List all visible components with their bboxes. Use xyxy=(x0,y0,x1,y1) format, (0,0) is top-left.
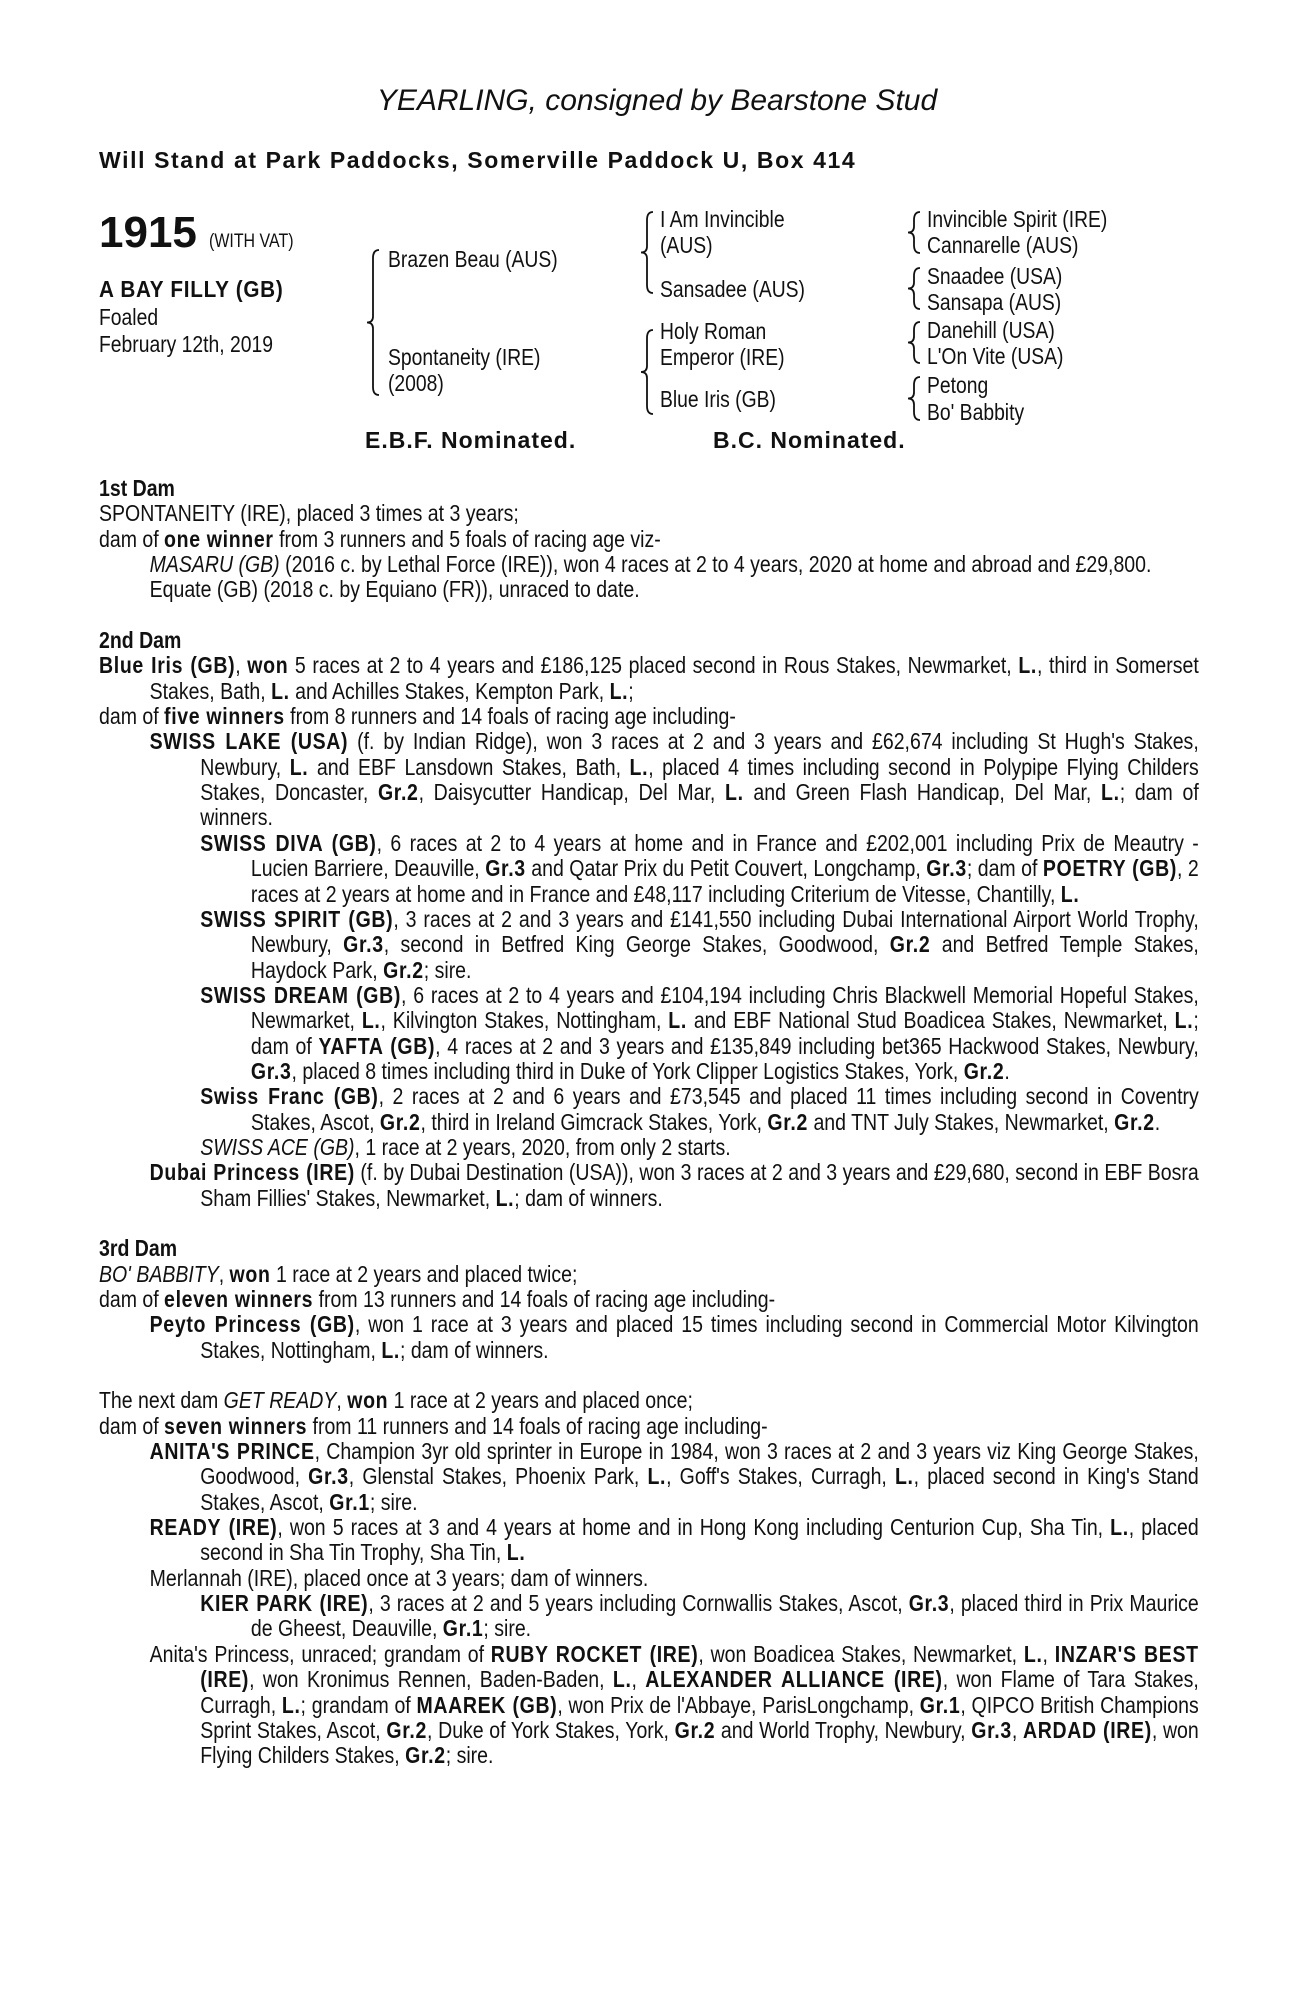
text-run: , placed second in King's Stand Stakes, Ascot, xyxy=(200,1463,1199,1515)
text-run: dam of xyxy=(99,1412,165,1439)
text-run: , 1 race at 2 years, 2020, from only 2 starts. xyxy=(354,1133,731,1160)
bold-text: Gr.2 xyxy=(767,1108,809,1135)
pedigree-paragraph xyxy=(99,729,1199,830)
section-heading: 2nd Dam xyxy=(99,627,182,654)
italic-text: SWISS ACE (GB) xyxy=(200,1133,355,1160)
bold-text: SWISS LAKE (USA) xyxy=(149,728,349,755)
bold-text: L. xyxy=(281,1691,301,1718)
dam-section xyxy=(99,628,1199,1211)
bold-text: L. xyxy=(361,1007,381,1034)
text-run: 5 races at 2 to 4 years and £186,125 placed second in Rous Stakes, Newmarket, xyxy=(288,652,1019,679)
pedigree-paragraph xyxy=(99,831,1199,907)
text-run: , xyxy=(631,1666,646,1693)
text-run: , Champion 3yr old sprinter in Europe in 1984, won 3 races at 2 and 3 years viz King George Stakes, Goodwood, xyxy=(200,1438,1199,1490)
bold-text: Gr.2 xyxy=(379,1108,421,1135)
text-run: The next dam xyxy=(99,1387,224,1414)
text-run: , Kilvington Stakes, Nottingham, xyxy=(380,1007,669,1034)
pedigree-dam-sire: Holy Roman xyxy=(660,318,767,344)
dam-section xyxy=(99,1388,1199,1768)
text-run: ; dam of winners. xyxy=(200,779,1199,831)
bold-text: ALEXANDER ALLIANCE (IRE) xyxy=(645,1666,943,1693)
pedigree-paragraph xyxy=(99,1262,1199,1287)
bold-text: L. xyxy=(271,677,290,704)
text-run: ; dam of xyxy=(966,855,1043,882)
text-run: , placed second in Sha Tin Trophy, Sha Tin, xyxy=(200,1514,1199,1566)
pedigree-brackets xyxy=(0,0,1314,460)
brace-icon xyxy=(908,212,920,253)
pedigree-paragraph xyxy=(99,1566,1199,1591)
bold-text: L. xyxy=(1101,779,1120,806)
text-run: and World Trophy, Newbury, xyxy=(715,1716,972,1743)
bold-text: L. xyxy=(1110,1514,1129,1541)
lot-description: A BAY FILLY (GB) xyxy=(99,276,284,302)
pedigree-dam: Spontaneity (IRE) xyxy=(388,344,541,370)
section-heading: 3rd Dam xyxy=(99,1235,178,1262)
bold-text: won xyxy=(247,652,289,679)
pedigree-grand: Snaadee (USA) xyxy=(927,263,1063,289)
bold-text: eleven winners xyxy=(164,1286,314,1312)
pedigree-grand: L'On Vite (USA) xyxy=(927,343,1064,369)
text-run: and EBF Lansdown Stakes, Bath, xyxy=(308,753,630,780)
bold-text: Swiss Franc (GB) xyxy=(200,1083,379,1110)
text-run: ; dam of winners. xyxy=(514,1184,663,1211)
text-run: , second in Betfred King George Stakes, Goodwood, xyxy=(383,931,890,958)
text-run: ; dam of xyxy=(250,1007,1199,1059)
bold-text: L. xyxy=(668,1007,687,1034)
pedigree-paragraph xyxy=(99,1591,1199,1642)
pedigree-paragraph xyxy=(99,1084,1199,1135)
pedigree-paragraph xyxy=(99,501,1199,526)
text-run: from 3 runners and 5 foals of racing age viz- xyxy=(273,525,661,552)
bold-text: Gr.3 xyxy=(908,1590,950,1617)
bold-text: Gr.2 xyxy=(386,1716,428,1743)
bold-text: won xyxy=(347,1387,389,1414)
text-run: , third in Ireland Gimcrack Stakes, York, xyxy=(420,1108,768,1135)
bold-text: Gr.2 xyxy=(405,1742,446,1769)
bold-text: INZAR'S BEST (IRE) xyxy=(200,1640,1199,1693)
text-run: , won Flying Childers Stakes, xyxy=(200,1716,1199,1769)
text-run: (f. by Dubai Destination (USA)), won 3 races at 2 and 3 years and £29,680, second in EBF Bosra Sham Fillies' Stakes, Newmarket, xyxy=(200,1159,1199,1211)
text-run: , 6 races at 2 to 4 years at home and in France and £202,001 including Prix de Meautry - Lucien Barriere, Deauville, xyxy=(250,829,1199,882)
pedigree-grand: Bo' Babbity xyxy=(927,399,1025,425)
italic-text: GET READY xyxy=(223,1387,337,1414)
text-run: , won 1 race at 3 years and placed 15 times including second in Commercial Motor Kilvington Stakes, Nottingham, xyxy=(200,1311,1199,1363)
text-run: from 11 runners and 14 foals of racing age including- xyxy=(307,1412,768,1439)
text-run: and EBF National Stud Boadicea Stakes, Newmarket, xyxy=(686,1007,1175,1034)
bold-text: Gr.3 xyxy=(926,855,967,882)
bold-text: Gr.1 xyxy=(442,1615,484,1642)
section-heading: 1st Dam xyxy=(99,475,175,501)
text-run: dam of xyxy=(99,525,165,552)
pedigree-paragraph xyxy=(99,1388,1199,1413)
text-run: , 6 races at 2 to 4 years and £104,194 including Chris Blackwell Memorial Hopeful Stakes, Newmarket, xyxy=(250,981,1199,1034)
bold-text: Gr.3 xyxy=(971,1716,1012,1743)
bold-text: L. xyxy=(647,1463,667,1490)
text-run: and TNT July Stakes, Newmarket, xyxy=(808,1108,1115,1135)
text-run: , placed third in Prix Maurice de Gheest, Deauville, xyxy=(250,1590,1199,1642)
bold-text: Gr.3 xyxy=(250,1057,292,1084)
pedigree-sire-dam: Sansadee (AUS) xyxy=(660,276,805,302)
italic-text: MASARU (GB) xyxy=(149,551,280,578)
lot-number: 1915 xyxy=(99,208,197,257)
text-run: 1 race at 2 years and placed twice; xyxy=(270,1260,578,1287)
bold-text: RUBY ROCKET (IRE) xyxy=(490,1640,699,1667)
bold-text: Peyto Princess (GB) xyxy=(149,1311,355,1338)
text-run: ; grandam of xyxy=(300,1691,417,1718)
pedigree-paragraph xyxy=(99,1160,1199,1211)
pedigree-grand: Petong xyxy=(927,372,989,398)
pedigree-sire-sire-suffix: (AUS) xyxy=(660,232,713,258)
bold-text: SWISS SPIRIT (GB) xyxy=(200,905,394,932)
bold-text: SWISS DREAM (GB) xyxy=(200,981,402,1008)
text-run: ; sire. xyxy=(483,1615,532,1642)
pedigree-paragraph xyxy=(99,1642,1199,1769)
pedigree-paragraph xyxy=(99,1439,1199,1515)
brace-icon xyxy=(641,330,653,414)
dam-section xyxy=(99,476,1199,603)
text-run: , won 5 races at 3 and 4 years at home and in Hong Kong including Centurion Cup, Sha Tin, xyxy=(277,1514,1111,1541)
bold-text: L. xyxy=(1174,1007,1194,1034)
pedigree-paragraph xyxy=(99,983,1199,1084)
bold-text: L. xyxy=(289,753,309,780)
text-run: . xyxy=(1004,1057,1010,1084)
text-run: and Green Flash Handicap, Del Mar, xyxy=(743,779,1102,806)
text-run: , placed 4 times including second in Polypipe Flying Childers Stakes, Doncaster, xyxy=(200,753,1199,806)
text-run: , 2 races at 2 years at home and in France and £48,117 including Criterium de Vitesse, Chantilly, xyxy=(250,855,1199,907)
text-run: ; sire. xyxy=(369,1488,418,1515)
text-run: and Achilles Stakes, Kempton Park, xyxy=(289,677,610,704)
text-run: , won Flame of Tara Stakes, Curragh, xyxy=(200,1666,1199,1718)
pedigree-paragraph xyxy=(99,653,1199,704)
text-run: ; dam of winners. xyxy=(399,1336,549,1363)
text-run: from 8 runners and 14 foals of racing age including- xyxy=(284,703,736,730)
text-run: 1 race at 2 years and placed once; xyxy=(388,1387,693,1414)
page-title: YEARLING, consigned by Bearstone Stud xyxy=(376,84,938,117)
vat-note: (WITH VAT) xyxy=(209,231,294,252)
dam-section xyxy=(99,1236,1199,1363)
text-run: , 3 races at 2 and 3 years and £141,550 including Dubai International Airport World Trophy, Newbury, xyxy=(250,905,1199,958)
bold-text: won xyxy=(229,1260,271,1287)
bold-text: Blue Iris (GB) xyxy=(99,652,236,679)
brace-icon xyxy=(908,268,920,309)
bold-text: ANITA'S PRINCE xyxy=(149,1438,315,1465)
text-run: and Qatar Prix du Petit Couvert, Longchamp, xyxy=(525,855,927,882)
pedigree-paragraph xyxy=(99,704,1199,729)
bold-text: MAAREK (GB) xyxy=(416,1691,558,1718)
pedigree-paragraph xyxy=(99,577,1199,602)
text-run: Anita's Princess, unraced; grandam of xyxy=(149,1640,491,1667)
bold-text: L. xyxy=(506,1539,526,1566)
bold-text: L. xyxy=(609,677,629,704)
bold-text: five winners xyxy=(164,703,285,730)
brace-icon xyxy=(908,322,920,363)
foaled-label: Foaled xyxy=(99,304,159,330)
bold-text: Gr.2 xyxy=(377,779,419,806)
text-run: (2016 c. by Lethal Force (IRE)), won 4 races at 2 to 4 years, 2020 at home and abroad and £29,800. xyxy=(279,551,1152,578)
text-run: , won Kronimus Rennen, Baden-Baden, xyxy=(249,1666,613,1693)
bold-text: seven winners xyxy=(164,1412,308,1439)
text-run: from 13 runners and 14 foals of racing age including- xyxy=(313,1286,776,1312)
text-run: , QIPCO British Champions Sprint Stakes, Ascot, xyxy=(200,1691,1199,1743)
text-run: ; sire. xyxy=(423,956,472,983)
bold-text: one winner xyxy=(164,525,274,552)
text-run: , 4 races at 2 and 3 years and £135,849 including bet365 Hackwood Stakes, Newbury, xyxy=(435,1032,1199,1059)
text-run: , Duke of York Stakes, York, xyxy=(427,1716,675,1743)
bold-text: YAFTA (GB) xyxy=(318,1032,436,1059)
text-run: dam of xyxy=(99,1286,165,1312)
bold-text: Gr.1 xyxy=(329,1488,370,1515)
text-run: , Glenstal Stakes, Phoenix Park, xyxy=(348,1463,648,1490)
text-run: Equate (GB) (2018 c. by Equiano (FR)), unraced to date. xyxy=(149,576,640,603)
text-run: and Betfred Temple Stakes, Haydock Park, xyxy=(250,931,1199,983)
text-run: , 3 races at 2 and 5 years including Cornwallis Stakes, Ascot, xyxy=(368,1590,909,1617)
bold-text: Gr.3 xyxy=(343,931,384,958)
pedigree-grand: Sansapa (AUS) xyxy=(927,289,1062,315)
pedigree-sire: Brazen Beau (AUS) xyxy=(388,246,558,272)
bold-text: POETRY (GB) xyxy=(1042,855,1178,882)
ebf-nominated: E.B.F. Nominated. xyxy=(365,427,577,453)
text-run: , placed 8 times including third in Duke of York Clipper Logistics Stakes, York, xyxy=(291,1057,964,1084)
pedigree-paragraph xyxy=(99,907,1199,983)
pedigree-paragraph xyxy=(99,1135,1199,1160)
text-run: , Goff's Stakes, Curragh, xyxy=(666,1463,895,1490)
stabling-location: Will Stand at Park Paddocks, Somerville Paddock U, Box 414 xyxy=(99,147,857,173)
text-run: ; sire. xyxy=(445,1742,494,1769)
pedigree-grand: Cannarelle (AUS) xyxy=(927,232,1079,258)
pedigree-grand: Danehill (USA) xyxy=(927,317,1055,343)
pedigree-paragraph xyxy=(99,1287,1199,1312)
bold-text: L. xyxy=(1023,1640,1043,1667)
text-run: ; xyxy=(628,677,634,704)
bold-text: L. xyxy=(495,1184,515,1211)
pedigree-grand: Invincible Spirit (IRE) xyxy=(927,206,1108,232)
text-run: , xyxy=(336,1387,348,1414)
catalogue-body xyxy=(99,476,1199,1769)
bold-text: L. xyxy=(1060,880,1080,907)
brace-icon xyxy=(367,250,379,395)
text-run: , Daisycutter Handicap, Del Mar, xyxy=(418,779,726,806)
text-run: , 2 races at 2 and 6 years and £73,545 and placed 11 times including second in Coventry Stakes, Ascot, xyxy=(250,1083,1199,1135)
text-run: , xyxy=(235,652,248,679)
bold-text: Gr.3 xyxy=(485,855,526,882)
bold-text: ARDAD (IRE) xyxy=(1022,1716,1152,1743)
brace-icon xyxy=(908,377,920,420)
text-run: , xyxy=(1011,1716,1023,1743)
bc-nominated: B.C. Nominated. xyxy=(713,427,906,453)
text-run: , won Boadicea Stakes, Newmarket, xyxy=(698,1640,1024,1667)
pedigree-paragraph xyxy=(99,527,1199,552)
bold-text: L. xyxy=(381,1336,400,1363)
pedigree-paragraph xyxy=(99,1515,1199,1566)
text-run: , won Prix de l'Abbaye, ParisLongchamp, xyxy=(557,1691,920,1718)
pedigree-dam-sire-suffix: Emperor (IRE) xyxy=(660,344,785,370)
text-run: , xyxy=(218,1260,230,1287)
text-run: (f. by Indian Ridge), won 3 races at 2 and 3 years and £62,674 including St Hugh's Stakes, Newbury, xyxy=(200,728,1199,780)
pedigree-paragraph xyxy=(99,552,1199,577)
foaled-date: February 12th, 2019 xyxy=(99,331,273,357)
pedigree-sire-sire: I Am Invincible xyxy=(660,206,785,232)
text-run: dam of xyxy=(99,703,165,730)
bold-text: Gr.2 xyxy=(889,931,931,958)
text-run: Merlannah (IRE), placed once at 3 years; dam of winners. xyxy=(149,1564,649,1591)
text-run: , xyxy=(1042,1640,1055,1667)
bold-text: Gr.1 xyxy=(919,1691,961,1718)
bold-text: Gr.2 xyxy=(1114,1108,1155,1135)
bold-text: Gr.3 xyxy=(308,1463,349,1490)
pedigree-dam-dam: Blue Iris (GB) xyxy=(660,386,776,412)
bold-text: Dubai Princess (IRE) xyxy=(149,1159,355,1186)
bold-text: Gr.2 xyxy=(674,1716,716,1743)
bold-text: Gr.2 xyxy=(383,956,424,983)
pedigree-dam-year: (2008) xyxy=(388,370,444,396)
bold-text: L. xyxy=(629,753,649,780)
bold-text: L. xyxy=(612,1666,632,1693)
pedigree-paragraph xyxy=(99,1414,1199,1439)
italic-text: BO' BABBITY xyxy=(99,1260,219,1287)
text-run: , third in Somerset Stakes, Bath, xyxy=(149,652,1199,704)
brace-icon xyxy=(641,212,653,293)
pedigree-paragraph xyxy=(99,1312,1199,1363)
bold-text: L. xyxy=(894,1463,914,1490)
bold-text: KIER PARK (IRE) xyxy=(200,1590,369,1617)
bold-text: SWISS DIVA (GB) xyxy=(200,829,377,856)
bold-text: Gr.2 xyxy=(963,1057,1005,1084)
text-run: . xyxy=(1154,1108,1161,1135)
bold-text: L. xyxy=(1018,652,1037,679)
bold-text: L. xyxy=(725,779,744,806)
text-run: SPONTANEITY (IRE), placed 3 times at 3 years; xyxy=(99,500,519,527)
bold-text: READY (IRE) xyxy=(149,1514,278,1541)
